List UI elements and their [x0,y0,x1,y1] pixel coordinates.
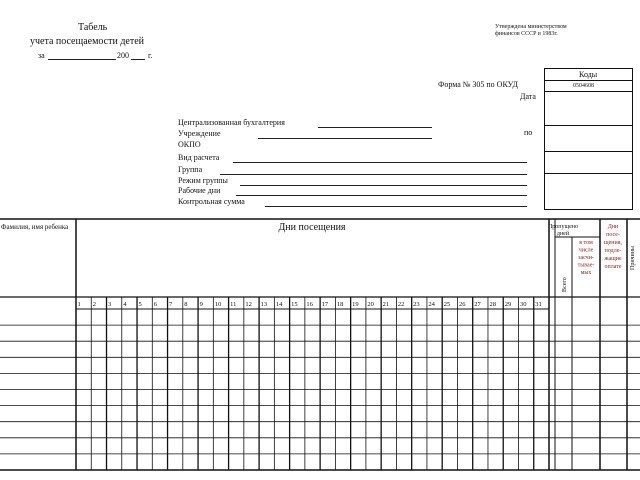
field-label: Группа [178,165,203,174]
day-number: 18 [336,301,344,308]
day-number: 1 [77,301,81,308]
day-number: 24 [428,301,435,308]
day-number: 12 [245,301,252,308]
paid-days-line: щения, [604,240,622,246]
day-number: 20 [367,301,374,308]
child-name-cell[interactable] [0,390,76,406]
child-name-cell[interactable] [0,438,76,454]
child-name-cell[interactable] [0,454,76,470]
approval-line-2: финансов СССР в 1983г. [495,31,558,37]
day-number: 6 [153,301,158,308]
form-title: Табель [78,22,108,33]
day-number: 3 [108,301,112,308]
field-label: Централизованная бухгалтерия [178,118,285,127]
day-number: 5 [138,301,142,308]
day-number: 8 [184,301,188,308]
missed-total-header: Всего [562,277,568,292]
field-label: Учреждение [178,129,221,138]
day-number: 25 [443,301,451,308]
day-number: 13 [260,301,268,308]
date-suffix: г. [148,51,153,60]
day-number: 7 [169,301,173,308]
date-year: 200 [117,51,129,60]
day-number: 11 [230,301,237,308]
form-date-label: Дата [520,92,536,101]
child-name-cell[interactable] [0,341,76,357]
day-number: 16 [306,301,313,308]
day-number: 28 [489,301,496,308]
missed-counted-line: тывае- [577,262,595,269]
missed-counted-line: засчи- [578,255,594,261]
child-name-cell[interactable] [0,309,76,325]
day-number: 23 [413,301,420,308]
form-subtitle: учета посещаемости детей [30,36,144,47]
field-label: Контрольная сумма [178,197,245,206]
days-column-header: Дни посещения [278,222,346,233]
child-name-cell[interactable] [0,373,76,389]
day-number: 19 [352,301,359,308]
okud-code[interactable]: 0504608 [573,83,594,89]
child-name-cell[interactable] [0,422,76,438]
paid-days-line: оплате [604,264,622,270]
paid-days-line: жащие [604,256,622,262]
day-number: 26 [458,301,466,308]
missed-counted-line: в том [579,240,593,246]
field-label: Рабочие дни [178,186,221,195]
field-label: Режим группы [178,176,228,185]
child-name-cell[interactable] [0,406,76,422]
child-name-cell[interactable] [0,325,76,341]
day-number: 4 [123,301,127,308]
day-number: 27 [474,301,481,308]
day-number: 22 [397,301,405,308]
missed-counted-line: числе [578,247,594,254]
day-number: 31 [535,301,542,308]
date-prefix: за [38,51,45,60]
day-number: 14 [275,301,283,308]
day-number: 21 [382,301,390,308]
missed-counted-line: мых [580,270,592,276]
day-number: 10 [214,301,222,308]
day-number: 17 [321,301,329,308]
day-number: 2 [92,301,97,308]
name-column-header: Фамилия, имя ребенка [1,223,69,231]
day-number: 29 [504,301,512,308]
approval-line-1: Утверждена министерством [495,24,567,30]
day-number: 15 [291,301,298,308]
field-label: ОКПО [178,140,201,149]
day-number: 9 [199,301,203,308]
missed-header: Пропущено [547,224,579,230]
form-number-label: Форма № 305 по ОКУД [438,80,518,89]
paid-days-line: посе- [606,232,620,238]
missed-header: дней [556,231,570,237]
field-label: Вид расчета [178,153,220,162]
codes-header: Коды [579,70,598,79]
child-name-cell[interactable] [0,357,76,373]
paid-days-line: подле- [604,248,622,254]
reasons-header: Причины [630,245,636,270]
day-number: 30 [519,301,527,308]
paid-days-line: Дни [607,224,619,230]
okpo-by-label: по [524,128,533,137]
